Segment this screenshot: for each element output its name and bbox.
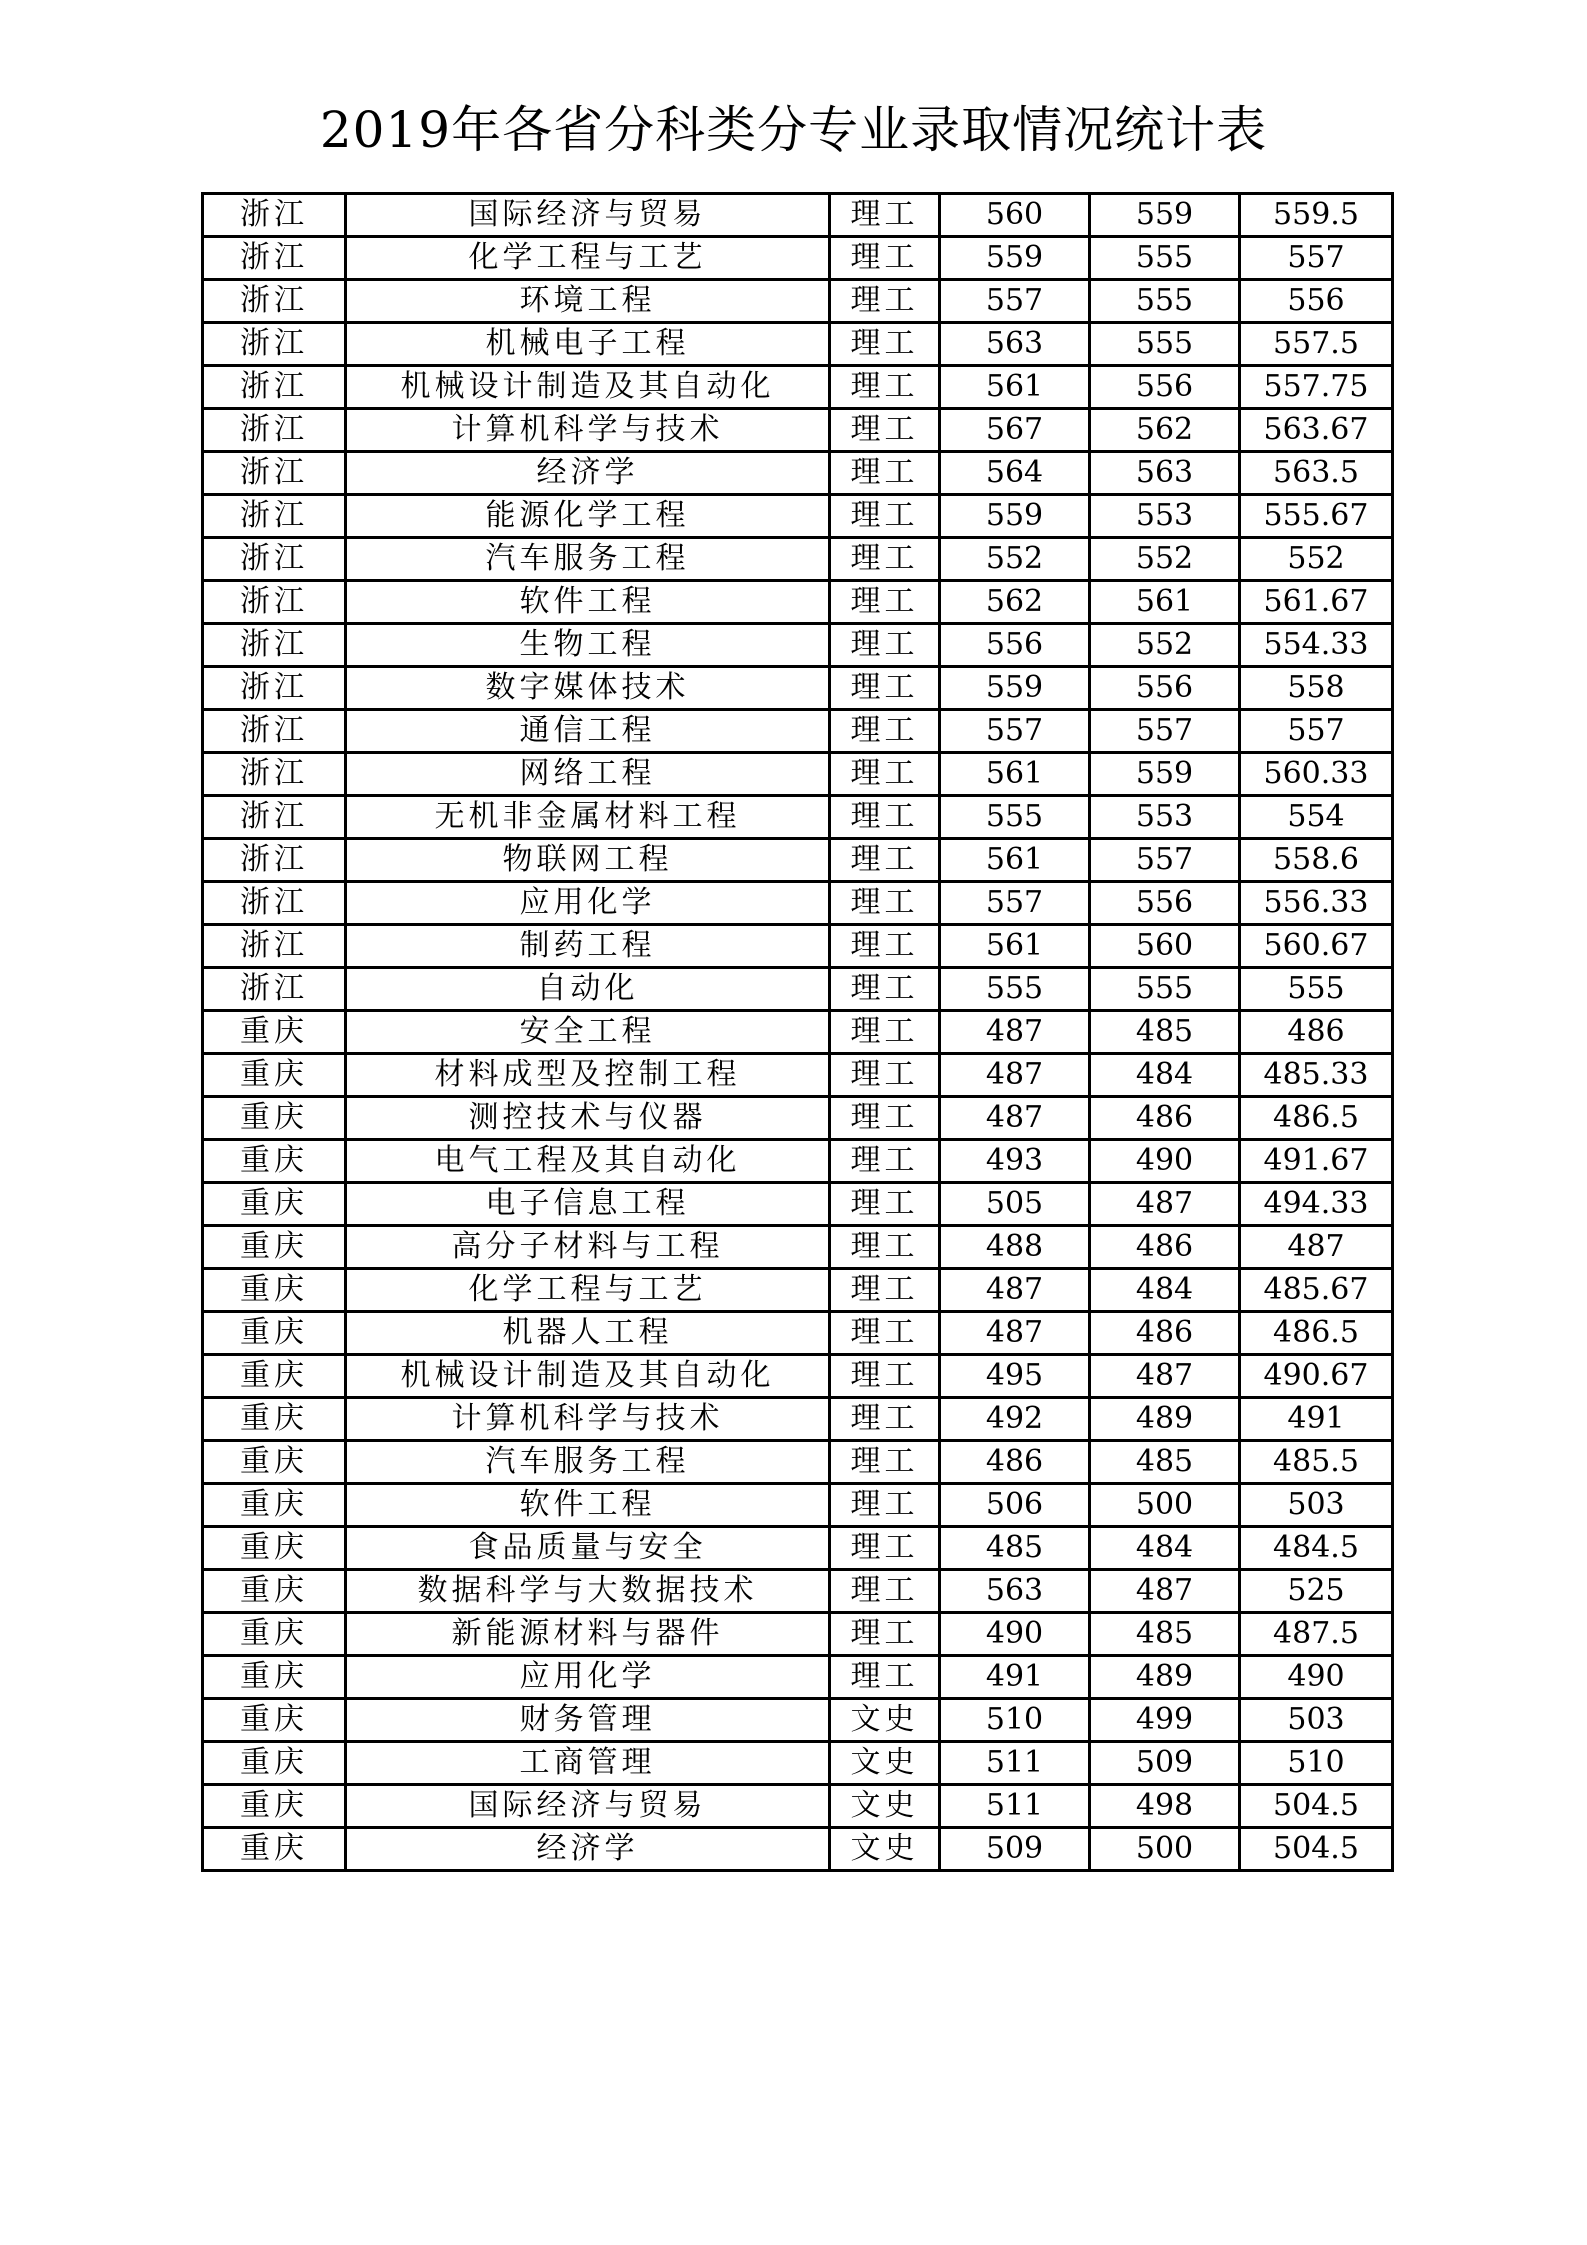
major-cell: 经济学 [346, 1828, 830, 1871]
min-score-cell: 499 [1090, 1699, 1240, 1742]
avg-score-cell: 503 [1240, 1699, 1393, 1742]
max-score-cell: 560 [940, 194, 1090, 237]
category-cell: 理工 [830, 538, 940, 581]
province-cell: 浙江 [203, 495, 346, 538]
major-cell: 电子信息工程 [346, 1183, 830, 1226]
avg-score-cell: 557.75 [1240, 366, 1393, 409]
major-cell: 新能源材料与器件 [346, 1613, 830, 1656]
avg-score-cell: 560.67 [1240, 925, 1393, 968]
province-cell: 浙江 [203, 925, 346, 968]
major-cell: 财务管理 [346, 1699, 830, 1742]
province-cell: 浙江 [203, 452, 346, 495]
max-score-cell: 493 [940, 1140, 1090, 1183]
category-cell: 理工 [830, 710, 940, 753]
province-cell: 浙江 [203, 968, 346, 1011]
table-row [203, 1441, 1393, 1484]
table-row [203, 581, 1393, 624]
category-cell: 理工 [830, 1011, 940, 1054]
avg-score-cell: 555.67 [1240, 495, 1393, 538]
min-score-cell: 485 [1090, 1441, 1240, 1484]
min-score-cell: 555 [1090, 968, 1240, 1011]
max-score-cell: 505 [940, 1183, 1090, 1226]
avg-score-cell: 558.6 [1240, 839, 1393, 882]
table-row [203, 1613, 1393, 1656]
province-cell: 重庆 [203, 1742, 346, 1785]
table-row [203, 1484, 1393, 1527]
max-score-cell: 509 [940, 1828, 1090, 1871]
avg-score-cell: 554.33 [1240, 624, 1393, 667]
avg-score-cell: 525 [1240, 1570, 1393, 1613]
major-cell: 国际经济与贸易 [346, 194, 830, 237]
avg-score-cell: 563.5 [1240, 452, 1393, 495]
min-score-cell: 485 [1090, 1011, 1240, 1054]
category-cell: 理工 [830, 796, 940, 839]
max-score-cell: 561 [940, 366, 1090, 409]
table-row [203, 1140, 1393, 1183]
province-cell: 重庆 [203, 1398, 346, 1441]
province-cell: 重庆 [203, 1097, 346, 1140]
max-score-cell: 557 [940, 280, 1090, 323]
province-cell: 浙江 [203, 409, 346, 452]
category-cell: 理工 [830, 1097, 940, 1140]
min-score-cell: 563 [1090, 452, 1240, 495]
avg-score-cell: 554 [1240, 796, 1393, 839]
major-cell: 能源化学工程 [346, 495, 830, 538]
min-score-cell: 559 [1090, 194, 1240, 237]
table-row [203, 753, 1393, 796]
min-score-cell: 484 [1090, 1054, 1240, 1097]
province-cell: 重庆 [203, 1183, 346, 1226]
max-score-cell: 490 [940, 1613, 1090, 1656]
avg-score-cell: 485.33 [1240, 1054, 1393, 1097]
admission-stats-table [201, 192, 1394, 1872]
category-cell: 理工 [830, 409, 940, 452]
category-cell: 理工 [830, 366, 940, 409]
category-cell: 理工 [830, 1269, 940, 1312]
table-row [203, 1097, 1393, 1140]
max-score-cell: 559 [940, 667, 1090, 710]
category-cell: 文史 [830, 1742, 940, 1785]
table-row [203, 667, 1393, 710]
min-score-cell: 485 [1090, 1613, 1240, 1656]
max-score-cell: 567 [940, 409, 1090, 452]
table-row [203, 624, 1393, 667]
avg-score-cell: 559.5 [1240, 194, 1393, 237]
major-cell: 食品质量与安全 [346, 1527, 830, 1570]
table-row [203, 710, 1393, 753]
min-score-cell: 553 [1090, 495, 1240, 538]
table-row [203, 1011, 1393, 1054]
province-cell: 浙江 [203, 624, 346, 667]
major-cell: 机械电子工程 [346, 323, 830, 366]
avg-score-cell: 486.5 [1240, 1097, 1393, 1140]
min-score-cell: 559 [1090, 753, 1240, 796]
table-row [203, 1699, 1393, 1742]
category-cell: 理工 [830, 1312, 940, 1355]
province-cell: 浙江 [203, 366, 346, 409]
major-cell: 经济学 [346, 452, 830, 495]
table-row [203, 194, 1393, 237]
major-cell: 环境工程 [346, 280, 830, 323]
category-cell: 理工 [830, 968, 940, 1011]
avg-score-cell: 561.67 [1240, 581, 1393, 624]
min-score-cell: 486 [1090, 1226, 1240, 1269]
min-score-cell: 555 [1090, 323, 1240, 366]
category-cell: 理工 [830, 1226, 940, 1269]
category-cell: 理工 [830, 1656, 940, 1699]
province-cell: 重庆 [203, 1699, 346, 1742]
max-score-cell: 562 [940, 581, 1090, 624]
province-cell: 重庆 [203, 1054, 346, 1097]
max-score-cell: 510 [940, 1699, 1090, 1742]
min-score-cell: 489 [1090, 1656, 1240, 1699]
max-score-cell: 557 [940, 710, 1090, 753]
major-cell: 计算机科学与技术 [346, 1398, 830, 1441]
table-row [203, 495, 1393, 538]
max-score-cell: 511 [940, 1785, 1090, 1828]
max-score-cell: 552 [940, 538, 1090, 581]
province-cell: 重庆 [203, 1269, 346, 1312]
major-cell: 机器人工程 [346, 1312, 830, 1355]
min-score-cell: 489 [1090, 1398, 1240, 1441]
province-cell: 重庆 [203, 1226, 346, 1269]
table-row [203, 366, 1393, 409]
major-cell: 材料成型及控制工程 [346, 1054, 830, 1097]
table-row [203, 1828, 1393, 1871]
table-row [203, 968, 1393, 1011]
avg-score-cell: 557 [1240, 237, 1393, 280]
table-row [203, 409, 1393, 452]
table-row [203, 1785, 1393, 1828]
max-score-cell: 487 [940, 1054, 1090, 1097]
max-score-cell: 561 [940, 753, 1090, 796]
avg-score-cell: 557.5 [1240, 323, 1393, 366]
major-cell: 通信工程 [346, 710, 830, 753]
province-cell: 浙江 [203, 280, 346, 323]
min-score-cell: 486 [1090, 1312, 1240, 1355]
category-cell: 理工 [830, 925, 940, 968]
max-score-cell: 492 [940, 1398, 1090, 1441]
min-score-cell: 500 [1090, 1484, 1240, 1527]
province-cell: 重庆 [203, 1140, 346, 1183]
min-score-cell: 509 [1090, 1742, 1240, 1785]
table-row [203, 1570, 1393, 1613]
province-cell: 重庆 [203, 1441, 346, 1484]
table-row [203, 839, 1393, 882]
avg-score-cell: 484.5 [1240, 1527, 1393, 1570]
category-cell: 理工 [830, 323, 940, 366]
category-cell: 理工 [830, 667, 940, 710]
major-cell: 制药工程 [346, 925, 830, 968]
province-cell: 浙江 [203, 839, 346, 882]
province-cell: 浙江 [203, 194, 346, 237]
major-cell: 生物工程 [346, 624, 830, 667]
max-score-cell: 559 [940, 495, 1090, 538]
province-cell: 重庆 [203, 1656, 346, 1699]
major-cell: 网络工程 [346, 753, 830, 796]
category-cell: 理工 [830, 1570, 940, 1613]
category-cell: 文史 [830, 1828, 940, 1871]
major-cell: 电气工程及其自动化 [346, 1140, 830, 1183]
category-cell: 理工 [830, 452, 940, 495]
category-cell: 理工 [830, 882, 940, 925]
avg-score-cell: 490.67 [1240, 1355, 1393, 1398]
min-score-cell: 490 [1090, 1140, 1240, 1183]
avg-score-cell: 556 [1240, 280, 1393, 323]
max-score-cell: 491 [940, 1656, 1090, 1699]
category-cell: 理工 [830, 1054, 940, 1097]
category-cell: 理工 [830, 1140, 940, 1183]
category-cell: 理工 [830, 1355, 940, 1398]
table-row [203, 1398, 1393, 1441]
avg-score-cell: 555 [1240, 968, 1393, 1011]
province-cell: 浙江 [203, 237, 346, 280]
category-cell: 理工 [830, 753, 940, 796]
province-cell: 重庆 [203, 1527, 346, 1570]
category-cell: 理工 [830, 581, 940, 624]
avg-score-cell: 486.5 [1240, 1312, 1393, 1355]
major-cell: 工商管理 [346, 1742, 830, 1785]
min-score-cell: 557 [1090, 710, 1240, 753]
major-cell: 国际经济与贸易 [346, 1785, 830, 1828]
max-score-cell: 487 [940, 1011, 1090, 1054]
table-row [203, 1183, 1393, 1226]
province-cell: 浙江 [203, 710, 346, 753]
min-score-cell: 487 [1090, 1183, 1240, 1226]
category-cell: 理工 [830, 495, 940, 538]
avg-score-cell: 490 [1240, 1656, 1393, 1699]
avg-score-cell: 503 [1240, 1484, 1393, 1527]
table-row [203, 1269, 1393, 1312]
major-cell: 自动化 [346, 968, 830, 1011]
avg-score-cell: 557 [1240, 710, 1393, 753]
min-score-cell: 487 [1090, 1570, 1240, 1613]
min-score-cell: 484 [1090, 1269, 1240, 1312]
major-cell: 物联网工程 [346, 839, 830, 882]
max-score-cell: 563 [940, 1570, 1090, 1613]
category-cell: 理工 [830, 1484, 940, 1527]
major-cell: 汽车服务工程 [346, 1441, 830, 1484]
max-score-cell: 564 [940, 452, 1090, 495]
major-cell: 数字媒体技术 [346, 667, 830, 710]
max-score-cell: 506 [940, 1484, 1090, 1527]
max-score-cell: 488 [940, 1226, 1090, 1269]
min-score-cell: 498 [1090, 1785, 1240, 1828]
table-row [203, 1355, 1393, 1398]
major-cell: 高分子材料与工程 [346, 1226, 830, 1269]
min-score-cell: 556 [1090, 882, 1240, 925]
max-score-cell: 511 [940, 1742, 1090, 1785]
avg-score-cell: 556.33 [1240, 882, 1393, 925]
province-cell: 重庆 [203, 1312, 346, 1355]
province-cell: 浙江 [203, 538, 346, 581]
table-row [203, 237, 1393, 280]
avg-score-cell: 510 [1240, 1742, 1393, 1785]
table-row [203, 1656, 1393, 1699]
major-cell: 软件工程 [346, 1484, 830, 1527]
table-row [203, 1226, 1393, 1269]
province-cell: 重庆 [203, 1484, 346, 1527]
province-cell: 重庆 [203, 1355, 346, 1398]
province-cell: 重庆 [203, 1828, 346, 1871]
avg-score-cell: 552 [1240, 538, 1393, 581]
table-row [203, 1742, 1393, 1785]
avg-score-cell: 491.67 [1240, 1140, 1393, 1183]
avg-score-cell: 485.67 [1240, 1269, 1393, 1312]
avg-score-cell: 560.33 [1240, 753, 1393, 796]
min-score-cell: 487 [1090, 1355, 1240, 1398]
avg-score-cell: 563.67 [1240, 409, 1393, 452]
max-score-cell: 487 [940, 1269, 1090, 1312]
major-cell: 化学工程与工艺 [346, 237, 830, 280]
category-cell: 理工 [830, 1613, 940, 1656]
table-row [203, 925, 1393, 968]
table-row [203, 796, 1393, 839]
table-row [203, 452, 1393, 495]
category-cell: 理工 [830, 1527, 940, 1570]
avg-score-cell: 494.33 [1240, 1183, 1393, 1226]
major-cell: 汽车服务工程 [346, 538, 830, 581]
category-cell: 理工 [830, 624, 940, 667]
category-cell: 理工 [830, 1398, 940, 1441]
avg-score-cell: 487.5 [1240, 1613, 1393, 1656]
min-score-cell: 556 [1090, 366, 1240, 409]
category-cell: 理工 [830, 194, 940, 237]
min-score-cell: 555 [1090, 237, 1240, 280]
min-score-cell: 500 [1090, 1828, 1240, 1871]
avg-score-cell: 491 [1240, 1398, 1393, 1441]
min-score-cell: 555 [1090, 280, 1240, 323]
province-cell: 浙江 [203, 796, 346, 839]
major-cell: 数据科学与大数据技术 [346, 1570, 830, 1613]
province-cell: 浙江 [203, 882, 346, 925]
table-row [203, 323, 1393, 366]
major-cell: 测控技术与仪器 [346, 1097, 830, 1140]
province-cell: 浙江 [203, 753, 346, 796]
avg-score-cell: 485.5 [1240, 1441, 1393, 1484]
page-title: 2019年各省分科类分专业录取情况统计表 [319, 101, 1268, 159]
min-score-cell: 552 [1090, 538, 1240, 581]
min-score-cell: 486 [1090, 1097, 1240, 1140]
avg-score-cell: 558 [1240, 667, 1393, 710]
max-score-cell: 556 [940, 624, 1090, 667]
major-cell: 机械设计制造及其自动化 [346, 1355, 830, 1398]
max-score-cell: 487 [940, 1312, 1090, 1355]
major-cell: 安全工程 [346, 1011, 830, 1054]
category-cell: 文史 [830, 1699, 940, 1742]
province-cell: 浙江 [203, 581, 346, 624]
max-score-cell: 557 [940, 882, 1090, 925]
category-cell: 理工 [830, 280, 940, 323]
province-cell: 重庆 [203, 1613, 346, 1656]
max-score-cell: 495 [940, 1355, 1090, 1398]
province-cell: 浙江 [203, 667, 346, 710]
min-score-cell: 552 [1090, 624, 1240, 667]
avg-score-cell: 487 [1240, 1226, 1393, 1269]
major-cell: 化学工程与工艺 [346, 1269, 830, 1312]
category-cell: 理工 [830, 839, 940, 882]
max-score-cell: 559 [940, 237, 1090, 280]
min-score-cell: 561 [1090, 581, 1240, 624]
table-body [203, 194, 1393, 1871]
major-cell: 计算机科学与技术 [346, 409, 830, 452]
max-score-cell: 487 [940, 1097, 1090, 1140]
table-row [203, 1527, 1393, 1570]
max-score-cell: 561 [940, 839, 1090, 882]
category-cell: 理工 [830, 1441, 940, 1484]
major-cell: 无机非金属材料工程 [346, 796, 830, 839]
avg-score-cell: 486 [1240, 1011, 1393, 1054]
table-row [203, 538, 1393, 581]
major-cell: 软件工程 [346, 581, 830, 624]
table-row [203, 280, 1393, 323]
max-score-cell: 485 [940, 1527, 1090, 1570]
min-score-cell: 556 [1090, 667, 1240, 710]
major-cell: 机械设计制造及其自动化 [346, 366, 830, 409]
major-cell: 应用化学 [346, 1656, 830, 1699]
min-score-cell: 557 [1090, 839, 1240, 882]
table-row [203, 1054, 1393, 1097]
province-cell: 重庆 [203, 1570, 346, 1613]
province-cell: 重庆 [203, 1011, 346, 1054]
min-score-cell: 562 [1090, 409, 1240, 452]
max-score-cell: 561 [940, 925, 1090, 968]
category-cell: 文史 [830, 1785, 940, 1828]
table-row [203, 882, 1393, 925]
max-score-cell: 486 [940, 1441, 1090, 1484]
major-cell: 应用化学 [346, 882, 830, 925]
category-cell: 理工 [830, 1183, 940, 1226]
min-score-cell: 553 [1090, 796, 1240, 839]
max-score-cell: 555 [940, 968, 1090, 1011]
category-cell: 理工 [830, 237, 940, 280]
avg-score-cell: 504.5 [1240, 1828, 1393, 1871]
min-score-cell: 560 [1090, 925, 1240, 968]
avg-score-cell: 504.5 [1240, 1785, 1393, 1828]
table-row [203, 1312, 1393, 1355]
max-score-cell: 555 [940, 796, 1090, 839]
min-score-cell: 484 [1090, 1527, 1240, 1570]
province-cell: 重庆 [203, 1785, 346, 1828]
province-cell: 浙江 [203, 323, 346, 366]
max-score-cell: 563 [940, 323, 1090, 366]
